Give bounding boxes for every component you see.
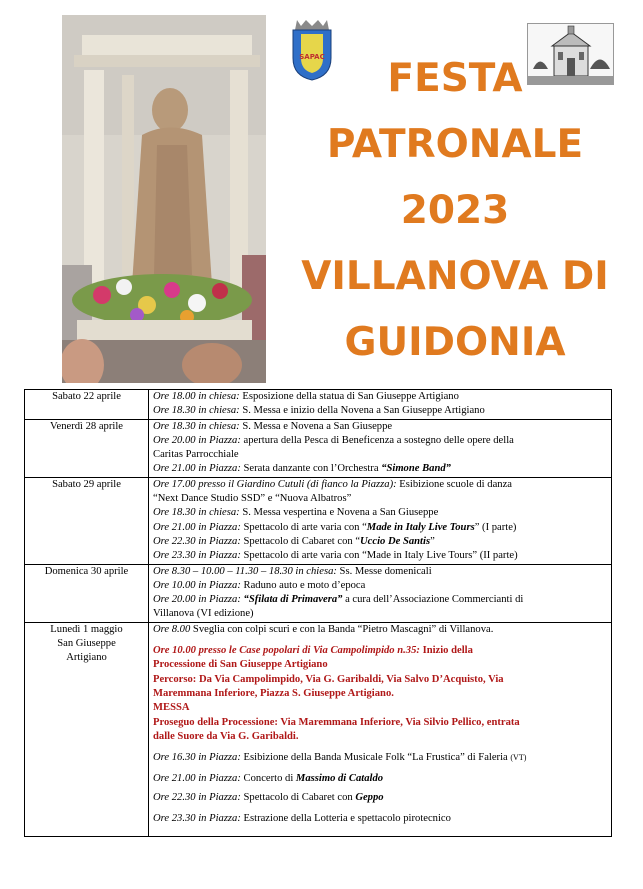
day-cell — [25, 390, 149, 420]
events-cell — [149, 564, 612, 622]
events-cell — [149, 390, 612, 420]
event-line: Ore 18.30 in chiesa: S. Messa e inizio della Novena a San Giuseppe Artigiano — [153, 405, 485, 417]
event-line: Ore 10.00 in Piazza: Raduno auto e moto d’epoca — [153, 579, 366, 591]
day-cell — [25, 419, 149, 477]
title-line-2: PATRONALE — [326, 122, 584, 167]
title-line-3: 2023 — [400, 188, 510, 233]
day-label: Sabato 29 aprile — [52, 478, 121, 490]
event-line: Ore 20.00 in Piazza: apertura della Pesca di Beneficenza a sostegno delle opere della — [153, 434, 514, 446]
events-cell — [149, 419, 612, 477]
table-row — [25, 477, 612, 564]
event-title — [270, 46, 640, 376]
event-line: Ore 23.30 in Piazza: Estrazione della Lotteria e spettacolo pirotecnico — [153, 813, 451, 825]
events-cell — [149, 622, 612, 837]
day-label: San Giuseppe — [57, 638, 116, 650]
event-line: Ore 22.30 in Piazza: Spettacolo di Cabaret con “Uccio De Santis” — [153, 535, 435, 547]
procession-line: Proseguo della Processione: Via Maremmana Inferiore, Via Silvio Pellico, entrata — [153, 716, 520, 728]
event-line: Caritas Parrocchiale — [153, 449, 239, 461]
event-line: Ore 22.30 in Piazza: Spettacolo di Cabaret con Geppo — [153, 791, 384, 803]
table-row — [25, 564, 612, 622]
procession-line: Processione di San Giuseppe Artigiano — [153, 659, 328, 671]
title-line-4: VILLANOVA DI — [301, 254, 609, 299]
event-line: Ore 17.00 presso il Giardino Cutuli (di fianco la Piazza): Esibizione scuole di danza — [153, 478, 512, 490]
event-line: Ore 8.00 Sveglia con colpi scuri e con la Banda “Pietro Mascagni” di Villanova. — [153, 623, 494, 635]
event-line: Ore 8.30 – 10.00 – 11.30 – 18.30 in chiesa: Ss. Messe domenicali — [153, 565, 432, 577]
procession-line: Percorso: Da Via Campolimpido, Via G. Garibaldi, Via Salvo D’Acquisto, Via — [153, 673, 504, 685]
title-line-5: GUIDONIA — [344, 320, 566, 365]
day-cell — [25, 477, 149, 564]
day-cell — [25, 564, 149, 622]
event-line: Ore 21.00 in Piazza: Concerto di Massimo di Cataldo — [153, 773, 384, 785]
table-row — [25, 419, 612, 477]
day-label: Artigiano — [66, 652, 107, 664]
procession-line: Ore 10.00 presso le Case popolari di Via Campolimpido n.35: Inizio della — [153, 645, 473, 657]
procession-line: Maremmana Inferiore, Piazza S. Giuseppe Artigiano. — [153, 687, 394, 699]
day-label: Lunedì 1 maggio — [50, 623, 123, 635]
day-label: Domenica 30 aprile — [44, 565, 129, 577]
table-row — [25, 390, 612, 420]
event-line: Ore 23.30 in Piazza: Spettacolo di arte varia con “Made in Italy Live Tours” (II parte) — [153, 550, 518, 562]
event-line: Ore 20.00 in Piazza: “Sfilata di Primavera” a cura dell’Associazione Commercianti di — [153, 594, 524, 606]
event-line: Ore 16.30 in Piazza: Esibizione della Banda Musicale Folk “La Frustica” di Faleria (VT) — [153, 752, 527, 764]
procession-line: MESSA — [153, 702, 190, 714]
procession-line: dalle Suore da Via G. Garibaldi. — [153, 730, 299, 742]
event-line: Ore 18.30 in chiesa: S. Messa e Novena a San Giuseppe — [153, 420, 393, 432]
event-line: Ore 21.00 in Piazza: Serata danzante con l’Orchestra “Simone Band” — [153, 463, 451, 475]
events-cell — [149, 477, 612, 564]
event-line: Villanova (VI edizione) — [153, 608, 254, 620]
title-line-1: FESTA — [387, 56, 523, 101]
coat-of-arms-text: SAPAC — [299, 53, 325, 61]
day-label: Venerdì 28 aprile — [50, 420, 123, 432]
day-label: Sabato 22 aprile — [52, 391, 121, 402]
event-line: Ore 21.00 in Piazza: Spettacolo di arte varia con “Made in Italy Live Tours” (I parte) — [153, 521, 517, 533]
event-line: “Next Dance Studio SSD” e “Nuova Albatros” — [153, 493, 352, 505]
schedule-table — [24, 389, 612, 837]
event-line: Ore 18.00 in chiesa: Esposizione della statua di San Giuseppe Artigiano — [153, 391, 459, 402]
table-row — [25, 622, 612, 837]
day-cell — [25, 622, 149, 837]
statue-photo — [62, 15, 266, 383]
event-line: Ore 18.30 in chiesa: S. Messa vespertina e Novena a San Giuseppe — [153, 507, 439, 519]
